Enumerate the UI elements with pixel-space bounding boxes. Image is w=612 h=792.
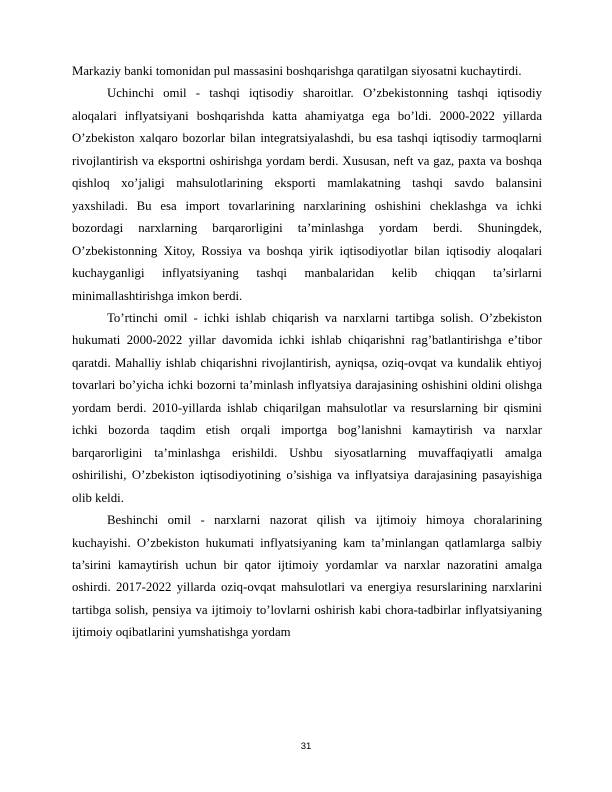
document-body	[72, 60, 542, 644]
page-number: 31	[300, 741, 312, 752]
paragraph-external-conditions: Uchinchi omil - tashqi iqtisodiy sharoitlar. O’zbekistonning tashqi iqtisodiy aloqalari inflyatsiyani boshqarishda katta ahamiyatga ega bo’ldi. 2000-2022 yillarda O’zbekiston xalqaro bozorlar bilan integratsiyalashdi, bu esa tashqi iqtisodiy tarmoqlarni rivojlantirish va eksportni oshirishga yordam berdi. Xususan, neft va gaz, paxta va boshqa qishloq xo’jaligi mahsulotlarining eksporti mamlakatning tashqi savdo balansini yaxshiladi. Bu esa import tovarlarining narxlarining oshishini cheklashga va ichki bozordagi narxlarning barqarorligini ta’minlashga yordam berdi. Shuningdek, O’zbekistonning Xitoy, Rossiya va boshqa yirik iqtisodiyotlar bilan iqtisodiy aloqalari kuchayganligi inflyatsiyaning tashqi manbalaridan kelib chiqqan ta’sirlarni minimallashtirishga imkon berdi.	[72, 86, 542, 303]
paragraph-price-control: Beshinchi omil - narxlarni nazorat qilish va ijtimoiy himoya choralarining kuchayishi. O’zbekiston hukumati inflyatsiyaning kam ta’minlangan qatlamlarga salbiy ta’sirini kamaytirish uchun bir qator ijtimoiy yordamlar va narxlar nazoratini amalga oshirdi. 2017-2022 yillarda oziq-ovqat mahsulotlari va energiya resurslarining narxlarini tartibga solish, pensiya va ijtimoiy to’lovlarni oshirish kabi chora-tadbirlar inflyatsiyaning ijtimoiy oqibatlarini yumshatishga yordam	[72, 513, 542, 640]
paragraph-domestic-production: To’rtinchi omil - ichki ishlab chiqarish va narxlarni tartibga solish. O’zbekiston hukumati 2000-2022 yillar davomida ichki ishlab chiqarishni rag’batlantirishga e’tibor qaratdi. Mahalliy ishlab chiqarishni rivojlantirish, ayniqsa, oziq-ovqat va kundalik ehtiyoj tovarlari bo’yicha ichki bozorni ta’minlash inflyatsiya darajasining oshishini oldini olishga yordam berdi. 2010-yillarda ishlab chiqarilgan mahsulotlar va resurslarning bir qismini ichki bozorda taqdim etish orqali importga bog’lanishni kamaytirish va narxlar barqarorligini ta’minlashga erishildi. Ushbu siyosatlarning muvaffaqiyatli amalga oshirilishi, O’zbekiston iqtisodiyotining o’sishiga va inflyatsiya darajasining pasayishiga olib keldi.	[72, 310, 542, 505]
paragraph-continuation: Markaziy banki tomonidan pul massasini boshqarishga qaratilgan siyosatni kuchaytirdi.	[72, 64, 522, 78]
